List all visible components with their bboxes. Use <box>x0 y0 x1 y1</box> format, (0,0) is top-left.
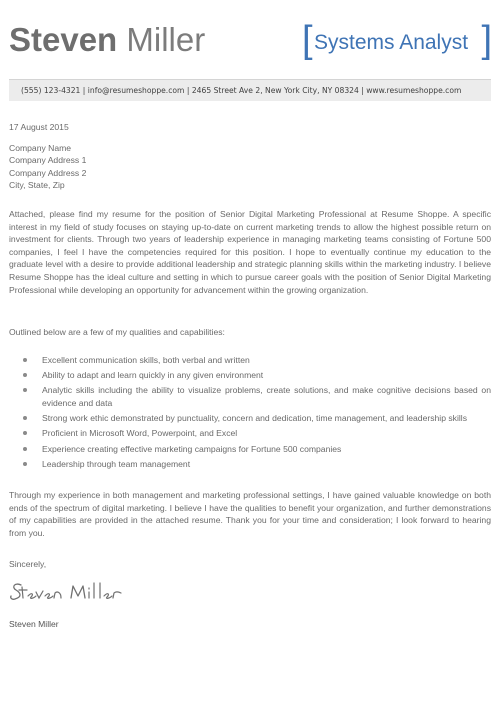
last-name: Miller <box>126 21 206 58</box>
job-title: Systems Analyst <box>314 31 469 54</box>
list-item: Analytic skills including the ability to visualize problems, create solutions, and make cognitive decisions based on evidence and data <box>9 384 491 409</box>
list-item: Leadership through team management <box>9 458 491 471</box>
contact-bar: (555) 123-4321 | info@resumeshoppe.com | 2465 Street Ave 2, New York City, NY 08324 | www.resumeshoppe.com <box>9 79 491 101</box>
list-item: Experience creating effective marketing campaigns for Fortune 500 companies <box>9 443 491 456</box>
qualities-list <box>9 354 491 473</box>
address-line: Company Name <box>9 143 72 153</box>
applicant-name <box>9 22 205 58</box>
qualities-intro: Outlined below are a few of my qualities and capabilities: <box>9 327 225 337</box>
list-item: Strong work ethic demonstrated by punctuality, concern and dedication, time management, and leadership skills <box>9 412 491 425</box>
letter-date: 17 August 2015 <box>9 122 69 132</box>
list-item: Ability to adapt and learn quickly in any given environment <box>9 369 491 382</box>
list-item: Excellent communication skills, both verbal and written <box>9 354 491 367</box>
first-name: Steven <box>9 21 118 58</box>
address-line: City, State, Zip <box>9 180 65 191</box>
letterhead <box>0 0 500 70</box>
closing-salutation: Sincerely, <box>9 559 47 569</box>
address-line: Company Address 1 <box>9 155 87 166</box>
list-item: Proficient in Microsoft Word, Powerpoint, and Excel <box>9 427 491 440</box>
address-line: Company Address 2 <box>9 167 87 178</box>
closing-paragraph: Through my experience in both management and marketing professional settings, I have gained valuable knowledge on both ends of the spectrum of digital marketing. I believe I have the qualities to benefit your organization, and further demonstrations of my capabilities are provided in the attached resume. Thank you for your time and consideration; I look forward to hearing from you. <box>9 490 491 538</box>
job-title-box <box>302 19 492 61</box>
handwritten-signature <box>9 578 139 604</box>
intro-paragraph: Attached, please find my resume for the position of Senior Digital Marketing Professional at Resume Shoppe. A specific interest in my field of study focuses on staying up-to-date on current marketing trends to allow the highest possible return on investment for clients. Through two years of leadership experience in managing marketing teams consisting of Fortune 500 companies, I feel I have the competencies required for this position. I hope to eventually continue my education to the graduate level with a desire to provide additional leadership and strategic planning skills within the marketing industry. I believe Resume Shoppe has the ideal culture and setting in which to pursue career goals with the position of Senior Digital Marketing Professional while developing an opportunity for advancement within the growing organization. <box>9 209 491 295</box>
recipient-address <box>9 142 86 192</box>
right-bracket: ] <box>481 19 492 61</box>
left-bracket: [ <box>302 19 313 61</box>
signed-name: Steven Miller <box>9 619 59 629</box>
